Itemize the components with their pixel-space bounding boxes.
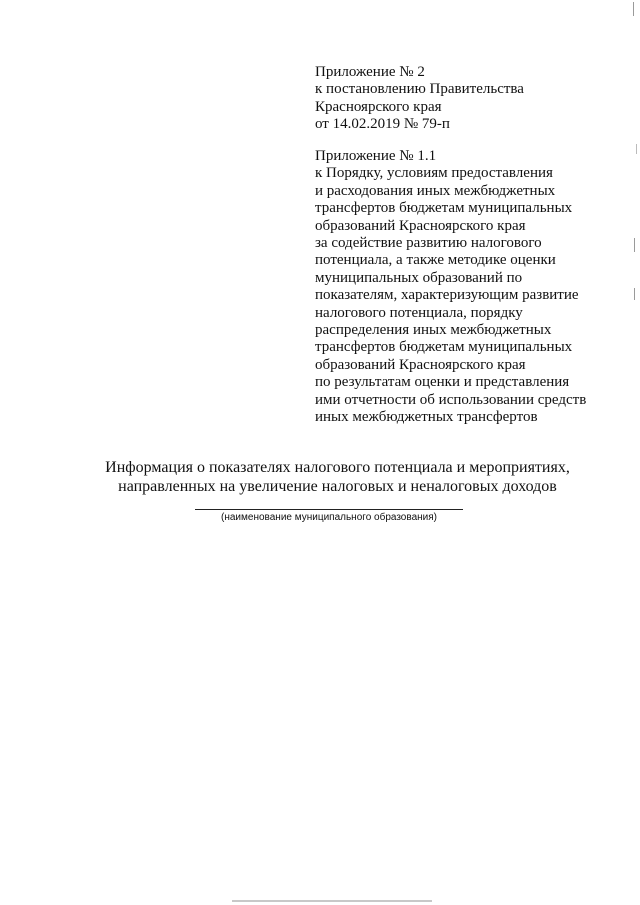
- appendix-1-1-line: трансфертов бюджетам муниципальных: [315, 200, 573, 217]
- appendix-2-header: [315, 64, 615, 134]
- scan-edge-mark: [633, 2, 634, 16]
- appendix-1-1-line: по результатам оценки и представления: [315, 374, 570, 391]
- appendix-1-1-line: потенциала, а также методике оценки: [315, 252, 556, 269]
- appendix-1-1-line: ими отчетности об использовании средств: [315, 391, 587, 408]
- appendix-1-1-line: образований Красноярского края: [315, 217, 526, 234]
- scan-edge-mark: [634, 238, 635, 252]
- document-title-line: Информация о показателях налогового потенциала и мероприятиях,: [105, 459, 570, 476]
- appendix-1-1-line: и расходования иных межбюджетных: [315, 182, 556, 199]
- appendix-1-1-line: распределения иных межбюджетных: [315, 322, 552, 339]
- appendix-1-1-line: трансфертов бюджетам муниципальных: [315, 339, 573, 356]
- municipality-name-underline: [195, 509, 463, 510]
- appendix-1-1-line: муниципальных образований по: [315, 269, 523, 286]
- appendix-1-1-line: налогового потенциала, порядку: [315, 304, 523, 321]
- scan-edge-mark: [636, 144, 637, 154]
- scan-bottom-mark: [232, 900, 432, 902]
- appendix-1-1-line: показателям, характеризующим развитие: [315, 287, 579, 304]
- appendix-1-1-line: образований Красноярского края: [315, 356, 526, 373]
- appendix-2-line: Приложение № 2: [315, 64, 425, 80]
- appendix-2-line: Красноярского края: [315, 98, 442, 115]
- document-title: [60, 458, 615, 496]
- appendix-2-line: от 14.02.2019 № 79-п: [315, 116, 450, 133]
- appendix-1-1-line: иных межбюджетных трансфертов: [315, 409, 538, 426]
- appendix-1-1-line: Приложение № 1.1: [315, 148, 437, 164]
- appendix-1-1-line: к Порядку, условиям предоставления: [315, 165, 553, 182]
- appendix-2-line: к постановлению Правительства: [315, 81, 524, 98]
- scan-edge-mark: [634, 288, 635, 300]
- document-title-line: направленных на увеличение налоговых и неналоговых доходов: [118, 478, 557, 495]
- appendix-1-1-header: [315, 148, 615, 427]
- appendix-1-1-line: за содействие развитию налогового: [315, 235, 542, 252]
- municipality-name-caption: (наименование муниципального образования): [221, 512, 437, 523]
